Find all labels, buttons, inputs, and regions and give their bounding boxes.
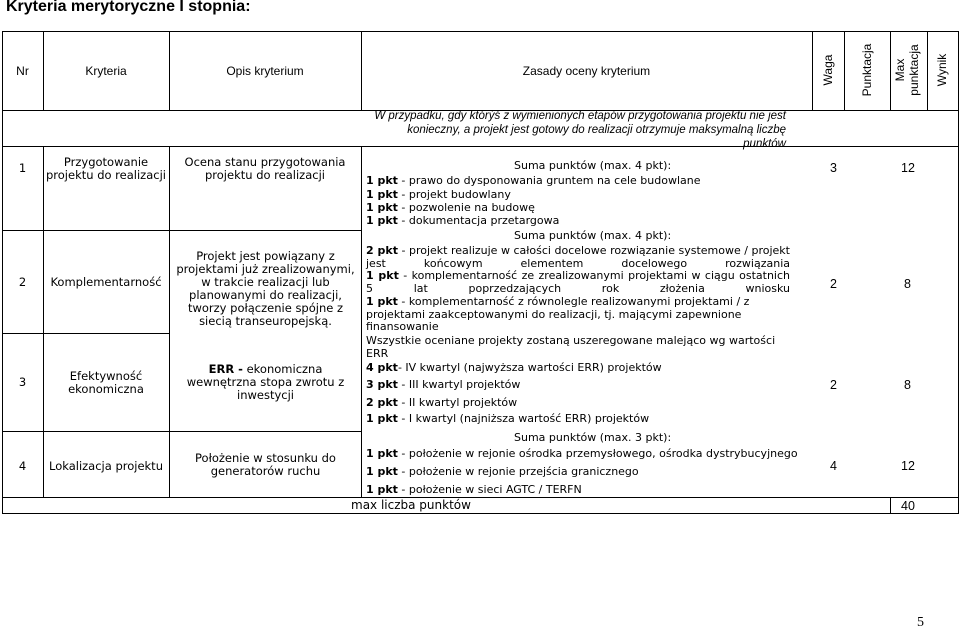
row-4-line: 1 pkt - położenie w sieci AGTC / TERFN: [366, 483, 582, 496]
row-2-suma: Suma punktów (max. 4 pkt):: [514, 229, 672, 242]
header-kryteria: Kryteria: [85, 64, 127, 78]
row-3-line: 3 pkt - III kwartyl projektów: [366, 378, 521, 391]
intro-note: W przypadku, gdy którýś z wymienionych etapów przygotowania projektu nie jest konieczny, a projekt jest gotowy do realizacji otrzymuje maksymalną liczbę punktów: [374, 110, 786, 150]
footer-total: 40: [901, 499, 915, 513]
row-2-nr: 2: [18, 275, 27, 289]
header-max-punktacja: Max punktacja: [893, 44, 921, 96]
row-3-opis: ERR - ekonomiczna wewnętrzna stopa zwrotu z inwestycji: [186, 362, 345, 402]
header-nr: Nr: [16, 64, 29, 78]
row-1-nr: 1: [18, 161, 27, 175]
row-4-max: 12: [901, 459, 915, 473]
row-1-opis: Ocena stanu przygotowania projektu do realizacji: [184, 155, 346, 182]
header-zasady: Zasady oceny kryterium: [522, 64, 651, 78]
row-4-waga: 4: [830, 459, 837, 473]
row-1-waga: 3: [830, 161, 837, 175]
row-2-opis: Projekt jest powiązany z projektami już zrealizowanymi, w trakcie realizacji lub planowanymi do realizacji, tworzy połączenie spójne z siecią transeuropejską.: [176, 249, 355, 328]
page-number: 5: [917, 615, 924, 630]
row-1-max: 12: [901, 161, 915, 175]
row-2-max: 8: [904, 277, 911, 291]
row-1-line: 1 pkt - prawo do dysponowania gruntem na cele budowlane: [366, 174, 701, 187]
row-3-line: 4 pkt- IV kwartyl (najwyższa wartości ERR) projektów: [366, 361, 662, 374]
row-1-kryterium: Przygotowanie projektu do realizacji: [46, 155, 166, 182]
header-wynik: Wynik: [935, 53, 949, 87]
header-opis: Opis kryterium: [226, 64, 304, 78]
row-3-nr: 3: [18, 375, 27, 389]
row-1-suma: Suma punktów (max. 4 pkt):: [514, 159, 672, 172]
row-3-waga: 2: [830, 378, 837, 392]
row-4-suma: Suma punktów (max. 3 pkt):: [514, 431, 672, 444]
header-waga: Waga: [821, 54, 835, 86]
row-4-line: 1 pkt - położenie w rejonie ośrodka przemysłowego, ośrodka dystrybucyjnego: [366, 447, 798, 460]
row-3-kryterium: Efektywność ekonomiczna: [68, 369, 144, 396]
row-3-intro: Wszystkie oceniane projekty zostaną uszeregowane malejąco wg wartości ERR: [366, 334, 776, 360]
row-2-waga: 2: [830, 277, 837, 291]
header-punktacja: Punktacja: [860, 43, 874, 97]
row-3-line: 2 pkt - II kwartyl projektów: [366, 396, 518, 409]
footer-label: max liczba punktów: [351, 498, 471, 512]
row-4-nr: 4: [18, 459, 27, 473]
page-title: Kryteria merytoryczne I stopnia:: [6, 0, 251, 15]
row-4-line: 1 pkt - położenie w rejonie przejścia granicznego: [366, 465, 639, 478]
row-3-max: 8: [904, 378, 911, 392]
row-2-kryterium: Komplementarność: [50, 275, 162, 289]
row-4-opis: Położenie w stosunku do generatorów ruchu: [195, 451, 336, 478]
row-1-line: 1 pkt - dokumentacja przetargowa: [366, 214, 560, 227]
row-1-line: 1 pkt - projekt budowlany: [366, 188, 511, 201]
row-2-line: 2 pkt - projekt realizuje w całości docelowe rozwiązanie systemowe / projekt jest końcowym elementem docelowego rozwiązania: [366, 244, 790, 270]
row-2-line: 1 pkt - komplementarność z równolegle realizowanymi projektami / z projektami zaakceptowanymi do realizacji, tj. mającymi zapewnione finansowanie: [366, 295, 750, 333]
row-2-line: 1 pkt - komplementarność ze zrealizowanymi projektami w ciągu ostatnich 5 lat poprzedzających rok złożenia wniosku: [366, 269, 790, 295]
row-4-kryterium: Lokalizacja projektu: [49, 459, 163, 473]
row-1-line: 1 pkt - pozwolenie na budowę: [366, 201, 535, 214]
row-3-line: 1 pkt - I kwartyl (najniższa wartość ERR) projektów: [366, 412, 650, 425]
